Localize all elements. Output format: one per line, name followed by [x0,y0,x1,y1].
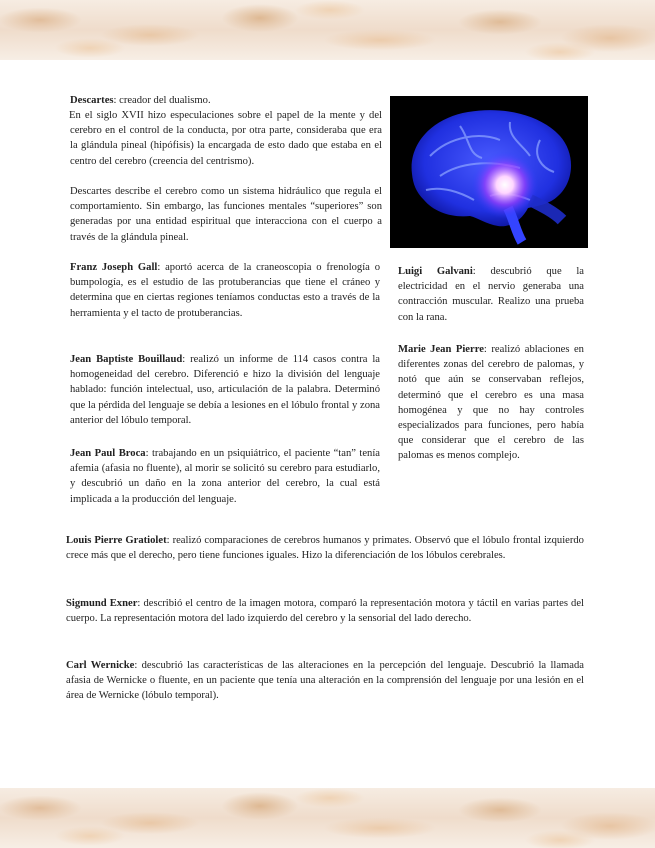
entry-gall [70,260,380,321]
entry-wernicke [66,658,584,704]
entry-text: En el siglo XVII hizo especulaciones sobre el papel de la mente y del cerebro en el control de la conducta, por otra parte, consideraba que era la glándula pineal (hipófisis) la encargada de esto dado que estaba en el centro del cerebro (creencia del centrismo). [69,110,382,167]
entry-descartes [70,93,388,108]
decorative-footer-band [0,788,655,848]
entry-name: Marie Jean Pierre [398,344,484,355]
entry-name: Descartes [70,95,114,106]
entry-text: : aportó acerca de la craneoscopia o frenología o bumpología, es el estudio de las protuberancias que tiene el cráneo y determina que en ciertas regiones teníamos conductas esto a través de la herramienta y el tacto de protuberancias. [70,262,380,319]
entry-bouillaud [70,352,380,428]
entry-name: Luigi Galvani [398,266,473,277]
entry-name: Jean Baptiste Bouillaud [70,354,183,365]
entry-broca [70,446,380,507]
entry-text: : creador del dualismo. [113,95,211,106]
entry-text: : realizó comparaciones de cerebros humanos y primates. Observó que el lóbulo frontal izquierdo crece más que el derecho, pero tiene funciones iguales. Hizo la diferenciación de los lóbulos cerebrales. [66,535,584,562]
entry-name: Jean Paul Broca [70,448,146,459]
decorative-header-band [0,0,655,60]
entry-text: : describió el centro de la imagen motora, comparó la representación motora y táctil en varias partes del cuerpo. La representación motora del lado izquierdo del cerebro y la sensorial del lado derecho. [66,598,584,625]
brain-illustration [390,96,588,248]
paragraph-descartes-2 [70,184,382,245]
entry-text: : descubrió que la electricidad en el nervio generaba una contracción muscular. Realizo una prueba con la rana. [398,266,585,323]
entry-text: : realizó un informe de 114 casos contra la homogeneidad del cerebro. Diferenció e hizo la división del lenguaje hablado: función intelectual, uso, articulación de la palabra. Determinó que la pérdida del lenguaje se debía a lesiones en el lóbulo frontal y zona anterior del lóbulo temporal. [70,354,380,426]
entry-name: Louis Pierre Gratiolet [66,535,167,546]
entry-text: : trabajando en un psiquiátrico, el paciente “tan” tenía afemia (afasia no fluente), al morir se solicitó su cerebro para estudiarlo, y descubrió un daño en la zona anterior del cerebro, la cual está implicada a la producción del lenguaje. [70,448,380,505]
paragraph-descartes-1 [70,108,382,169]
entry-exner [66,596,584,626]
entry-galvani [398,264,584,325]
entry-text: : realizó ablaciones en diferentes zonas del cerebro de palomas, y notó que aún se conservaban reflejos, determinó que el cerebro es una masa homogénea y que no hay controles especializados para funciones, pero había que considerar que el cerebro de las palomas es menos complejo. [398,344,584,462]
entry-text: Descartes describe el cerebro como un sistema hidráulico que regula el comportamiento. Sin embargo, las funciones mentales “superiores” son generadas por una entidad espiritual que interacciona con el cuerpo a través de la glándula pineal. [70,186,382,243]
entry-flourens [398,342,584,464]
entry-name: Franz Joseph Gall [70,262,158,273]
entry-name: Carl Wernicke [66,660,135,671]
entry-text: : descubrió las características de las alteraciones en la percepción del lenguaje. Descubrió la llamada afasia de Wernicke o fluente, en un paciente que tenía una alteración en la comprensión del lenguaje por una lesión en el área de Wernicke (lóbulo temporal). [66,660,584,702]
entry-gratiolet [66,533,584,563]
entry-name: Sigmund Exner [66,598,138,609]
